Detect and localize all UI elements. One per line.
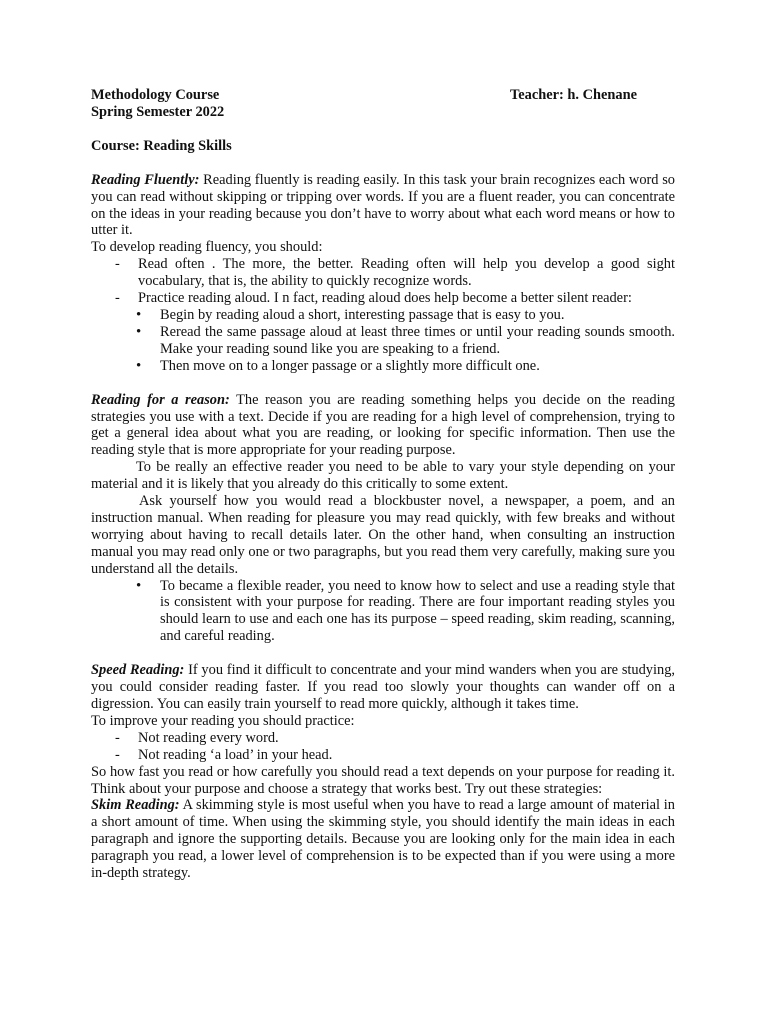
list-item: • Reread the same passage aloud at least three times or until your reading sounds smooth. Make your reading sound like you are speaking to a friend. [91, 324, 675, 358]
fluently-dash-list [91, 256, 675, 307]
list-item: - Practice reading aloud. I n fact, reading aloud does help become a better silent reader: [91, 290, 675, 307]
fluently-text: Reading fluently is reading easily. In this task your brain recognizes each word so you can read without skipping or tripping over words. If you are a fluent reader, you can concentrate on the ideas in your reading because you don’t have to worry about what each word means or how to utter it. [91, 171, 675, 239]
list-item: - Read often . The more, the better. Reading often will help you develop a good sight vocabulary, that is, the ability to quickly recognize words. [91, 256, 675, 290]
course-name: Methodology Course [91, 87, 220, 103]
skim-heading: Skim Reading: [91, 797, 180, 814]
list-item: • Begin by reading aloud a short, interesting passage that is easy to you. [91, 307, 675, 324]
fluently-intro: To develop reading fluency, you should: [91, 239, 323, 256]
list-item: - Not reading every word. [91, 730, 675, 747]
document-page [91, 87, 675, 882]
fluently-paragraph [91, 172, 675, 240]
reason-paragraph-3: Ask yourself how you would read a blockbuster novel, a newspaper, a poem, and an instruction manual. When reading for pleasure you may read quickly, with few breaks and without worrying about having to recall details later. On the other hand, when consulting an instruction manual you may read only one or two paragraphs, but you read them very carefully, making sure you understand all the details. [91, 493, 675, 577]
list-item: • Then move on to a longer passage or a slightly more difficult one. [91, 358, 675, 375]
reason-bullet-list [91, 578, 675, 646]
speed-heading: Speed Reading: [91, 662, 185, 679]
speed-dash-list [91, 730, 675, 764]
speed-text: If you find it difficult to concentrate and your mind wanders when you are studying, you could consider reading faster. If you read too slowly your thoughts can wander off on a digression. You can easily train yourself to read more quickly, although it takes time. [91, 662, 675, 712]
fluently-heading: Reading Fluently: [91, 171, 200, 188]
skim-paragraph [91, 797, 675, 882]
speed-intro: To improve your reading you should practice: [91, 712, 355, 729]
course-title: Course: Reading Skills [91, 137, 232, 154]
reason-paragraph-2: To be really an effective reader you need to be able to vary your style depending on your material and it is likely that you already do this critically to some extent. [91, 459, 675, 493]
list-item: - Not reading ‘a load’ in your head. [91, 747, 675, 764]
reason-text: The reason you are reading something helps you decide on the reading strategies you use with a text. Decide if you are reading for a high level of comprehension, trying to get a general idea about what you are reading, or looking for specific information. Then use the reading style that is more appropriate for your reading purpose. [91, 391, 675, 459]
reason-paragraph [91, 392, 675, 460]
header-row [91, 87, 675, 104]
semester: Spring Semester 2022 [91, 103, 225, 120]
fluently-bullet-list [91, 307, 675, 375]
reason-heading: Reading for a reason: [91, 391, 230, 408]
list-item: • To became a flexible reader, you need to know how to select and use a reading style that is consistent with your purpose for reading. There are four important reading styles you should learn to use and each one has its purpose – speed reading, skim reading, scanning, and careful reading. [91, 578, 675, 646]
speed-paragraph [91, 662, 675, 713]
skim-text: A skimming style is most useful when you have to read a large amount of material in a short amount of time. When using the skimming style, you should identify the main ideas in each paragraph and ignore the supporting details. Because you are looking only for the main idea in each paragraph you read, a lower level of comprehension is to be expected than if you were using a more in-depth strategy. [91, 797, 676, 882]
speed-closing: So how fast you read or how carefully you should read a text depends on your purpose for reading it. Think about your purpose and choose a strategy that works best. Try out these strategies: [91, 763, 675, 797]
teacher-name: Teacher: h. Chenane [510, 87, 637, 103]
